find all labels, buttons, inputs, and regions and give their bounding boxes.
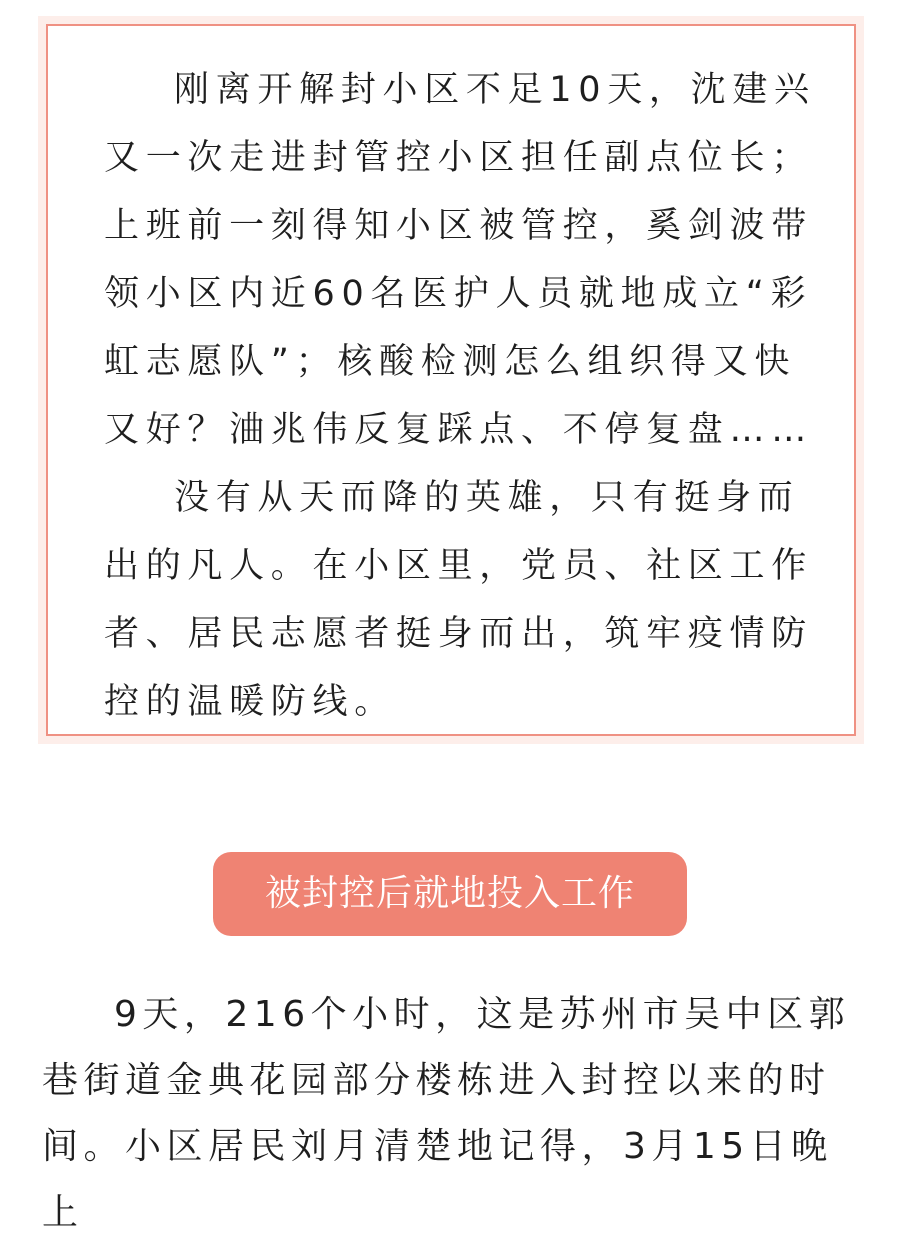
quote-box (46, 24, 856, 736)
section-heading: 被封控后就地投入工作 (213, 852, 687, 936)
quote-paragraph: 刚离开解封小区不足10天，沈建兴又一次走进封管控小区担任副点位长；上班前一刻得知小区被管控，奚剑波带领小区内近60名医护人员就地成立“彩虹志愿队”；核酸检测怎么组织得又快又好？浀兆伟反复踩点、不停复盘…… (104, 70, 816, 450)
article-body (42, 982, 864, 1246)
quote-frame (38, 16, 864, 744)
quote-text (104, 56, 824, 736)
article-paragraph: 9天，216个小时，这是苏州市吴中区郭巷街道金典花园部分楼栋进入封控以来的时间。小区居民刘月清楚地记得，3月15日晚上 (42, 994, 851, 1233)
quote-paragraph: 没有从天而降的英雄，只有挺身而出的凡人。在小区里，党员、社区工作者、居民志愿者挺身而出，筑牢疫情防控的温暖防线。 (104, 478, 813, 722)
